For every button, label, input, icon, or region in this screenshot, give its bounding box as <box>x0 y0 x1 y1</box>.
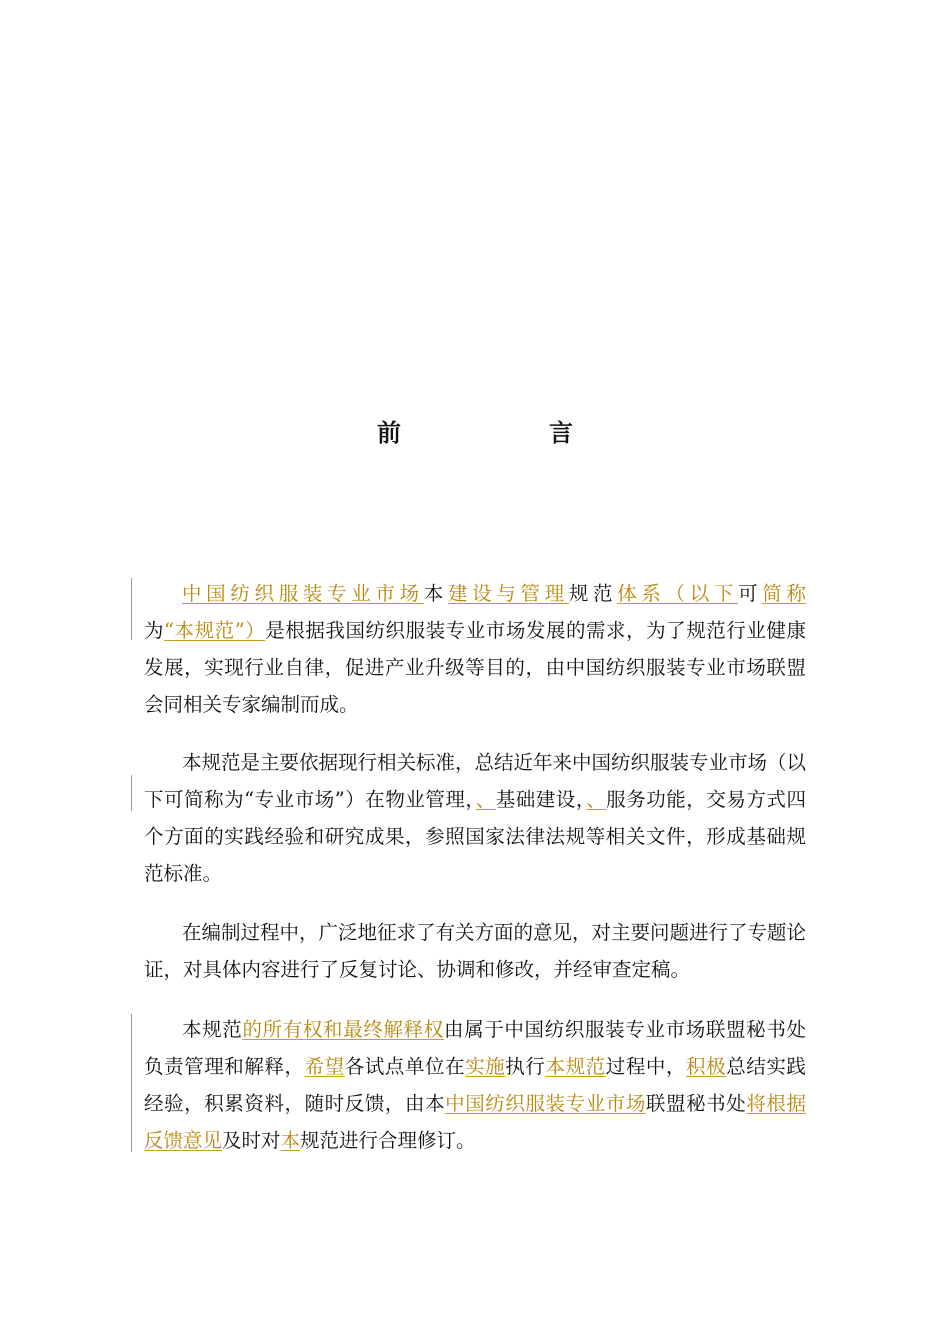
body-text: 各试点单位在 <box>344 1055 466 1078</box>
body-text: 服务功能，交易方式四个方面的实践经验和研究成果，参照国家法律法规等相关文件，形成基础规范标准。 <box>144 788 806 885</box>
body-text: 过程中， <box>605 1055 687 1078</box>
revised-text: 希望 <box>304 1055 345 1078</box>
paragraph <box>144 914 806 988</box>
body-text: 在编制过程中，广泛地征求了有关方面的意见，对主要问题进行了专题论证，对具体内容进行了反复讨论、协调和修改，并经审查定稿。 <box>144 921 807 981</box>
body-text: 规范 <box>568 582 618 605</box>
revision-change-bar <box>131 1014 132 1152</box>
revised-text: 积极 <box>686 1055 727 1078</box>
revised-text: 简称 <box>762 582 806 605</box>
body-text: 本规范是主要依据现行相关标准，总结近年来中国纺织服装专业市场（以下可简称为“专业市场”）在物业管理， <box>144 751 807 811</box>
revised-text: 实施 <box>465 1055 506 1078</box>
body-text: 为 <box>144 619 165 642</box>
revised-text: 本 <box>280 1129 301 1152</box>
paragraph <box>144 575 806 723</box>
paragraph <box>144 744 806 892</box>
revised-text: 的所有权和最终解释权 <box>242 1018 444 1041</box>
page-title: 前 言 <box>377 418 635 447</box>
body-text: 本 <box>423 582 448 605</box>
revised-text: 将根据反馈意见 <box>144 1092 806 1152</box>
body-text: 由属于中国纺织服装专业市场联盟秘书处负责管理和解释， <box>144 1018 806 1078</box>
revision-change-bar <box>131 775 132 811</box>
body-text: 基础建设， <box>495 788 587 811</box>
body-text: 可 <box>738 582 763 605</box>
revised-text: “本规范”） <box>164 619 266 642</box>
revised-text: 、 <box>586 788 607 811</box>
body-text: 联盟秘书处 <box>645 1092 747 1115</box>
revised-text: 中国纺织服装专业市场 <box>445 1092 646 1115</box>
body-text: 规范进行合理修订。 <box>300 1129 476 1152</box>
body-text: 本规范 <box>182 1018 243 1041</box>
paragraph <box>144 1011 806 1159</box>
body-text: 执行 <box>505 1055 546 1078</box>
body-text: 总结实践经验，积累资料，随时反馈，由本 <box>144 1055 806 1115</box>
revised-text: 中国纺织服装专业市场 <box>182 582 424 605</box>
body-text: 及时对 <box>222 1129 281 1152</box>
revised-text: 建设与管理 <box>447 582 569 605</box>
body-text: 是根据我国纺织服装专业市场发展的需求，为了规范行业健康发展，实现行业自律，促进产业升级等目的，由中国纺织服装专业市场联盟会同相关专家编制而成。 <box>144 619 806 716</box>
revised-text: 、 <box>475 788 496 811</box>
revision-change-bar <box>131 578 132 640</box>
revised-text: 体系（以下 <box>617 582 739 605</box>
revised-text: 本规范 <box>545 1055 606 1078</box>
